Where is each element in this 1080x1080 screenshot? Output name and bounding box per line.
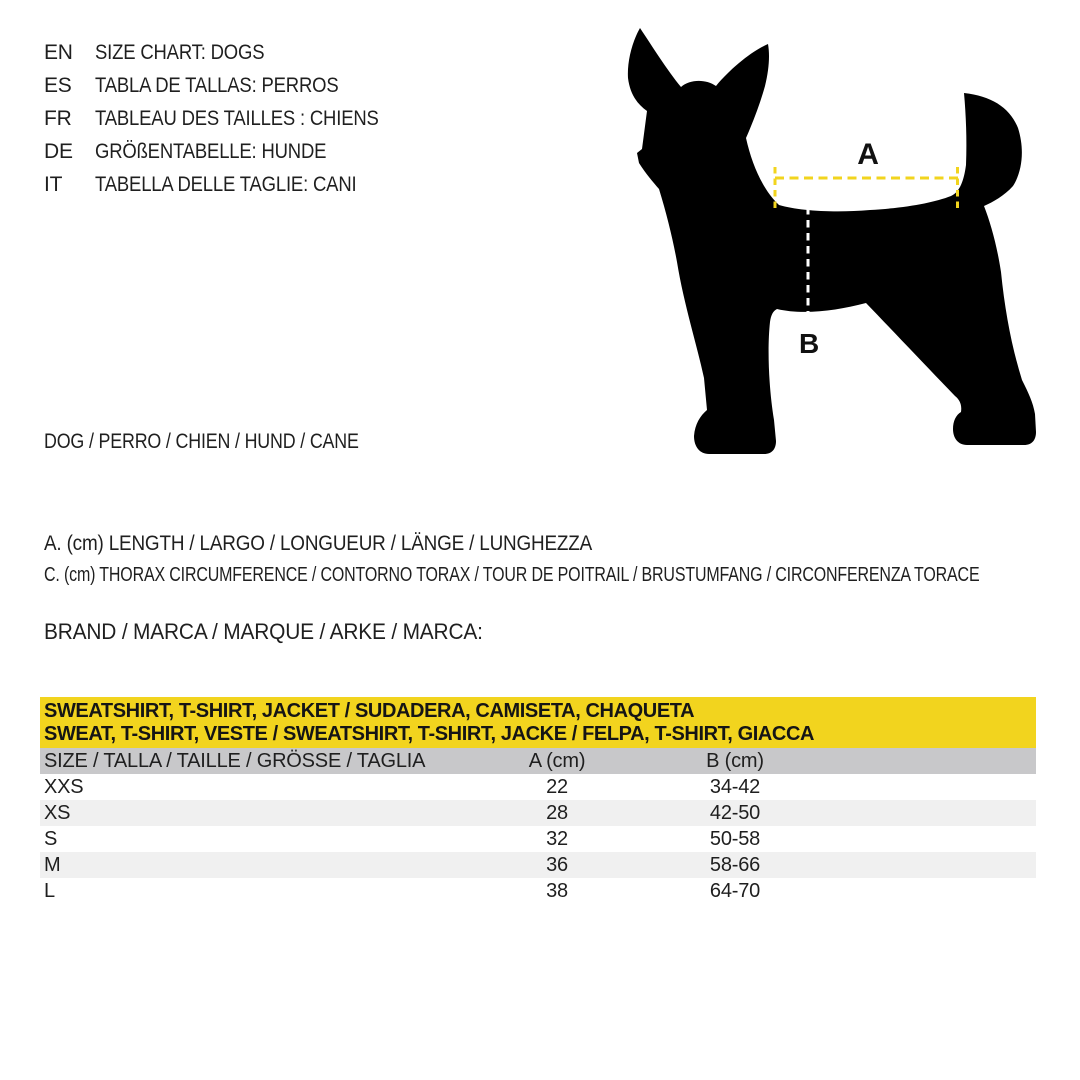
dog-silhouette (628, 28, 1036, 454)
language-title: TABLEAU DES TAILLES : CHIENS (95, 106, 379, 130)
language-title-row (44, 69, 417, 102)
language-title: GRÖßENTABELLE: HUNDE (95, 139, 327, 163)
b-value: 64-70 (709, 880, 761, 902)
language-code: EN (44, 40, 73, 64)
size-row (40, 878, 1036, 904)
animal-caption: DOG / PERRO / CHIEN / HUND / CANE (44, 430, 359, 453)
language-code: FR (44, 106, 72, 130)
language-title-row (44, 36, 417, 69)
legend-line-a: A. (cm) LENGTH / LARGO / LONGUEUR / LÄNGE / LUNGHEZZA (44, 532, 593, 555)
language-code: DE (44, 139, 73, 163)
size-cell: XS (44, 802, 71, 824)
language-title-row (44, 102, 417, 135)
b-value: 50-58 (709, 828, 761, 850)
language-title-row (44, 168, 417, 201)
a-value: 38 (546, 880, 568, 902)
measure-label-b: B (798, 328, 820, 359)
language-code: ES (44, 73, 72, 97)
size-row (40, 774, 1036, 800)
dog-measurement-diagram (600, 10, 1080, 470)
size-row (40, 852, 1036, 878)
size-cell: M (44, 854, 61, 876)
language-title-row (44, 135, 417, 168)
size-row (40, 800, 1036, 826)
size-cell: L (44, 880, 55, 902)
column-header-b: B (cm) (706, 750, 764, 772)
size-table (40, 748, 1036, 904)
a-value: 32 (546, 828, 568, 850)
column-header-a: A (cm) (528, 750, 586, 772)
size-cell: XXS (44, 776, 84, 798)
language-code: IT (44, 172, 63, 196)
measure-label-a: A (857, 138, 879, 171)
garment-category-banner (40, 697, 1036, 748)
language-title-list (44, 36, 417, 201)
language-title: TABLA DE TALLAS: PERROS (95, 73, 339, 97)
a-value: 36 (546, 854, 568, 876)
size-row (40, 826, 1036, 852)
b-value: 58-66 (709, 854, 761, 876)
column-header-size: SIZE / TALLA / TAILLE / GRÖSSE / TAGLIA (44, 750, 426, 772)
language-title: SIZE CHART: DOGS (95, 40, 265, 64)
garment-category-line-1: SWEATSHIRT, T-SHIRT, JACKET / SUDADERA, CAMISETA, CHAQUETA (44, 700, 695, 722)
a-value: 28 (546, 802, 568, 824)
size-cell: S (44, 828, 58, 850)
brand-label: BRAND / MARCA / MARQUE / ARKE / MARCA: (44, 619, 483, 644)
legend-line-c: C. (cm) THORAX CIRCUMFERENCE / CONTORNO TORAX / TOUR DE POITRAIL / BRUSTUMFANG / CIRCONFERENZA TORACE (44, 563, 980, 586)
language-title: TABELLA DELLE TAGLIE: CANI (95, 172, 357, 196)
size-table-header-row (40, 748, 1036, 774)
a-value: 22 (546, 776, 568, 798)
b-value: 42-50 (709, 802, 761, 824)
measurement-legend (44, 528, 1080, 590)
garment-category-line-2: SWEAT, T-SHIRT, VESTE / SWEATSHIRT, T-SHIRT, JACKE / FELPA, T-SHIRT, GIACCA (44, 723, 815, 745)
b-value: 34-42 (709, 776, 761, 798)
